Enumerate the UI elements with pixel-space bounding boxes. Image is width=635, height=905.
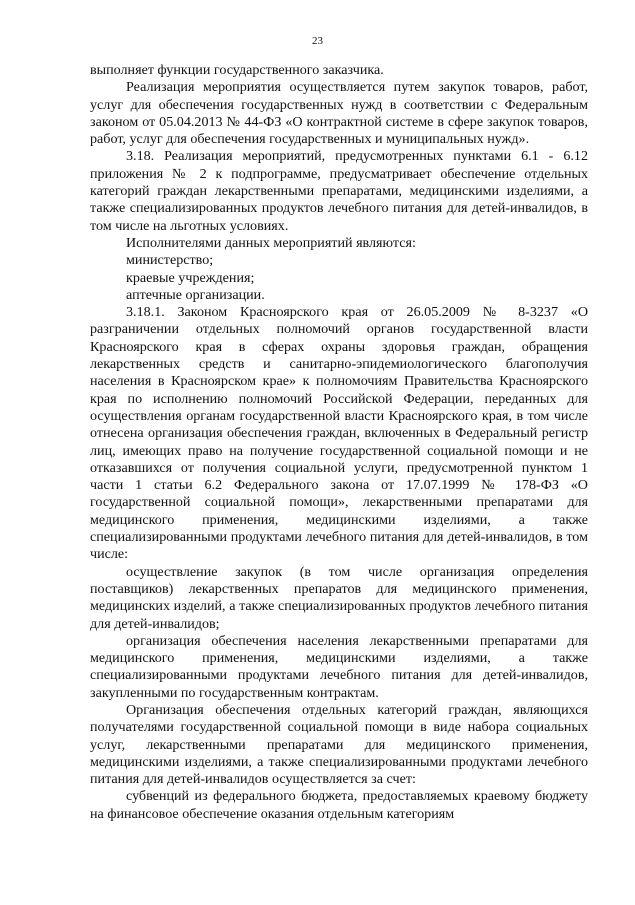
paragraph-procurement: Реализация мероприятия осуществляется путем закупок товаров, работ, услуг для обеспечения государственных нужд в соответствии с Федеральным законом от 05.04.2013 № 44-ФЗ «О контрактной системе в сфере закупок товаров, работ, услуг для обеспечения государственных и муниципальных нужд». xyxy=(90,79,588,148)
list-item-supply-organization: организация обеспечения населения лекарственными препаратами для медицинского применения, медицинскими изделиями, а также специализированными продуктами лечебного питания для детей-инвалидов, закупленными по государственным контрактам. xyxy=(90,632,588,701)
list-item-procurement: осуществление закупок (в том числе организация определения поставщиков) лекарственных препаратов для медицинского применения, медицинских изделий, а также специализированных продуктов лечебного питания для детей-инвалидов; xyxy=(90,563,588,632)
paragraph-executors-intro: Исполнителями данных мероприятий являются: xyxy=(126,234,416,251)
document-body xyxy=(90,62,588,823)
list-item-pharmacies: аптечные организации. xyxy=(126,286,265,303)
list-item-regional-institutions: краевые учреждения; xyxy=(126,269,255,286)
list-item-ministry: министерство; xyxy=(126,252,214,269)
paragraph-funding-organization: Организация обеспечения отдельных категорий граждан, являющихся получателями государственной социальной помощи в виде набора социальных услуг, лекарственными препаратами для медицинского применения, медицинскими изделиями, а также специализированными продуктами лечебного питания для детей-инвалидов осуществляется за счет: xyxy=(90,701,588,788)
paragraph-continuation: выполняет функции государственного заказчика. xyxy=(90,62,384,78)
powers-list xyxy=(90,564,588,702)
paragraph-subventions: субвенций из федерального бюджета, предоставляемых краевому бюджету на финансовое обеспечение оказания отдельным категориям xyxy=(90,788,588,822)
paragraph-section-3-18-1: 3.18.1. Законом Красноярского края от 26.05.2009 № 8-3237 «О разграничении отдельных полномочий органов государственной власти Красноярского края в сферах охраны здоровья граждан, обращения лекарственных средств и санитарно-эпидемиологического благополучия населения в Красноярском крае» к полномочиям Правительства Красноярского края по исполнению полномочий Российской Федерации, переданных для осуществления органам государственной власти Красноярского края, в том числе отнесена организация обеспечения граждан, включенных в Федеральный регистр лиц, имеющих право на получение государственной социальной помощи и не отказавшихся от получения социальной услуги, предусмотренной пунктом 1 части 1 статьи 6.2 Федерального закона от 17.07.1999 № 178-ФЗ «О государственной социальной помощи», лекарственными препаратами для медицинского применения, медицинскими изделиями, а также специализированными продуктами лечебного питания для детей-инвалидов, в том числе: xyxy=(90,304,588,563)
page-number: 23 xyxy=(312,35,323,47)
paragraph-section-3-18: 3.18. Реализация мероприятий, предусмотренных пунктами 6.1 - 6.12 приложения № 2 к подпрограмме, предусматривает обеспечение отдельных категорий граждан лекарственными препаратами, медицинскими изделиями, а также специализированных продуктов лечебного питания для детей-инвалидов, в том числе на льготных условиях. xyxy=(90,148,588,234)
